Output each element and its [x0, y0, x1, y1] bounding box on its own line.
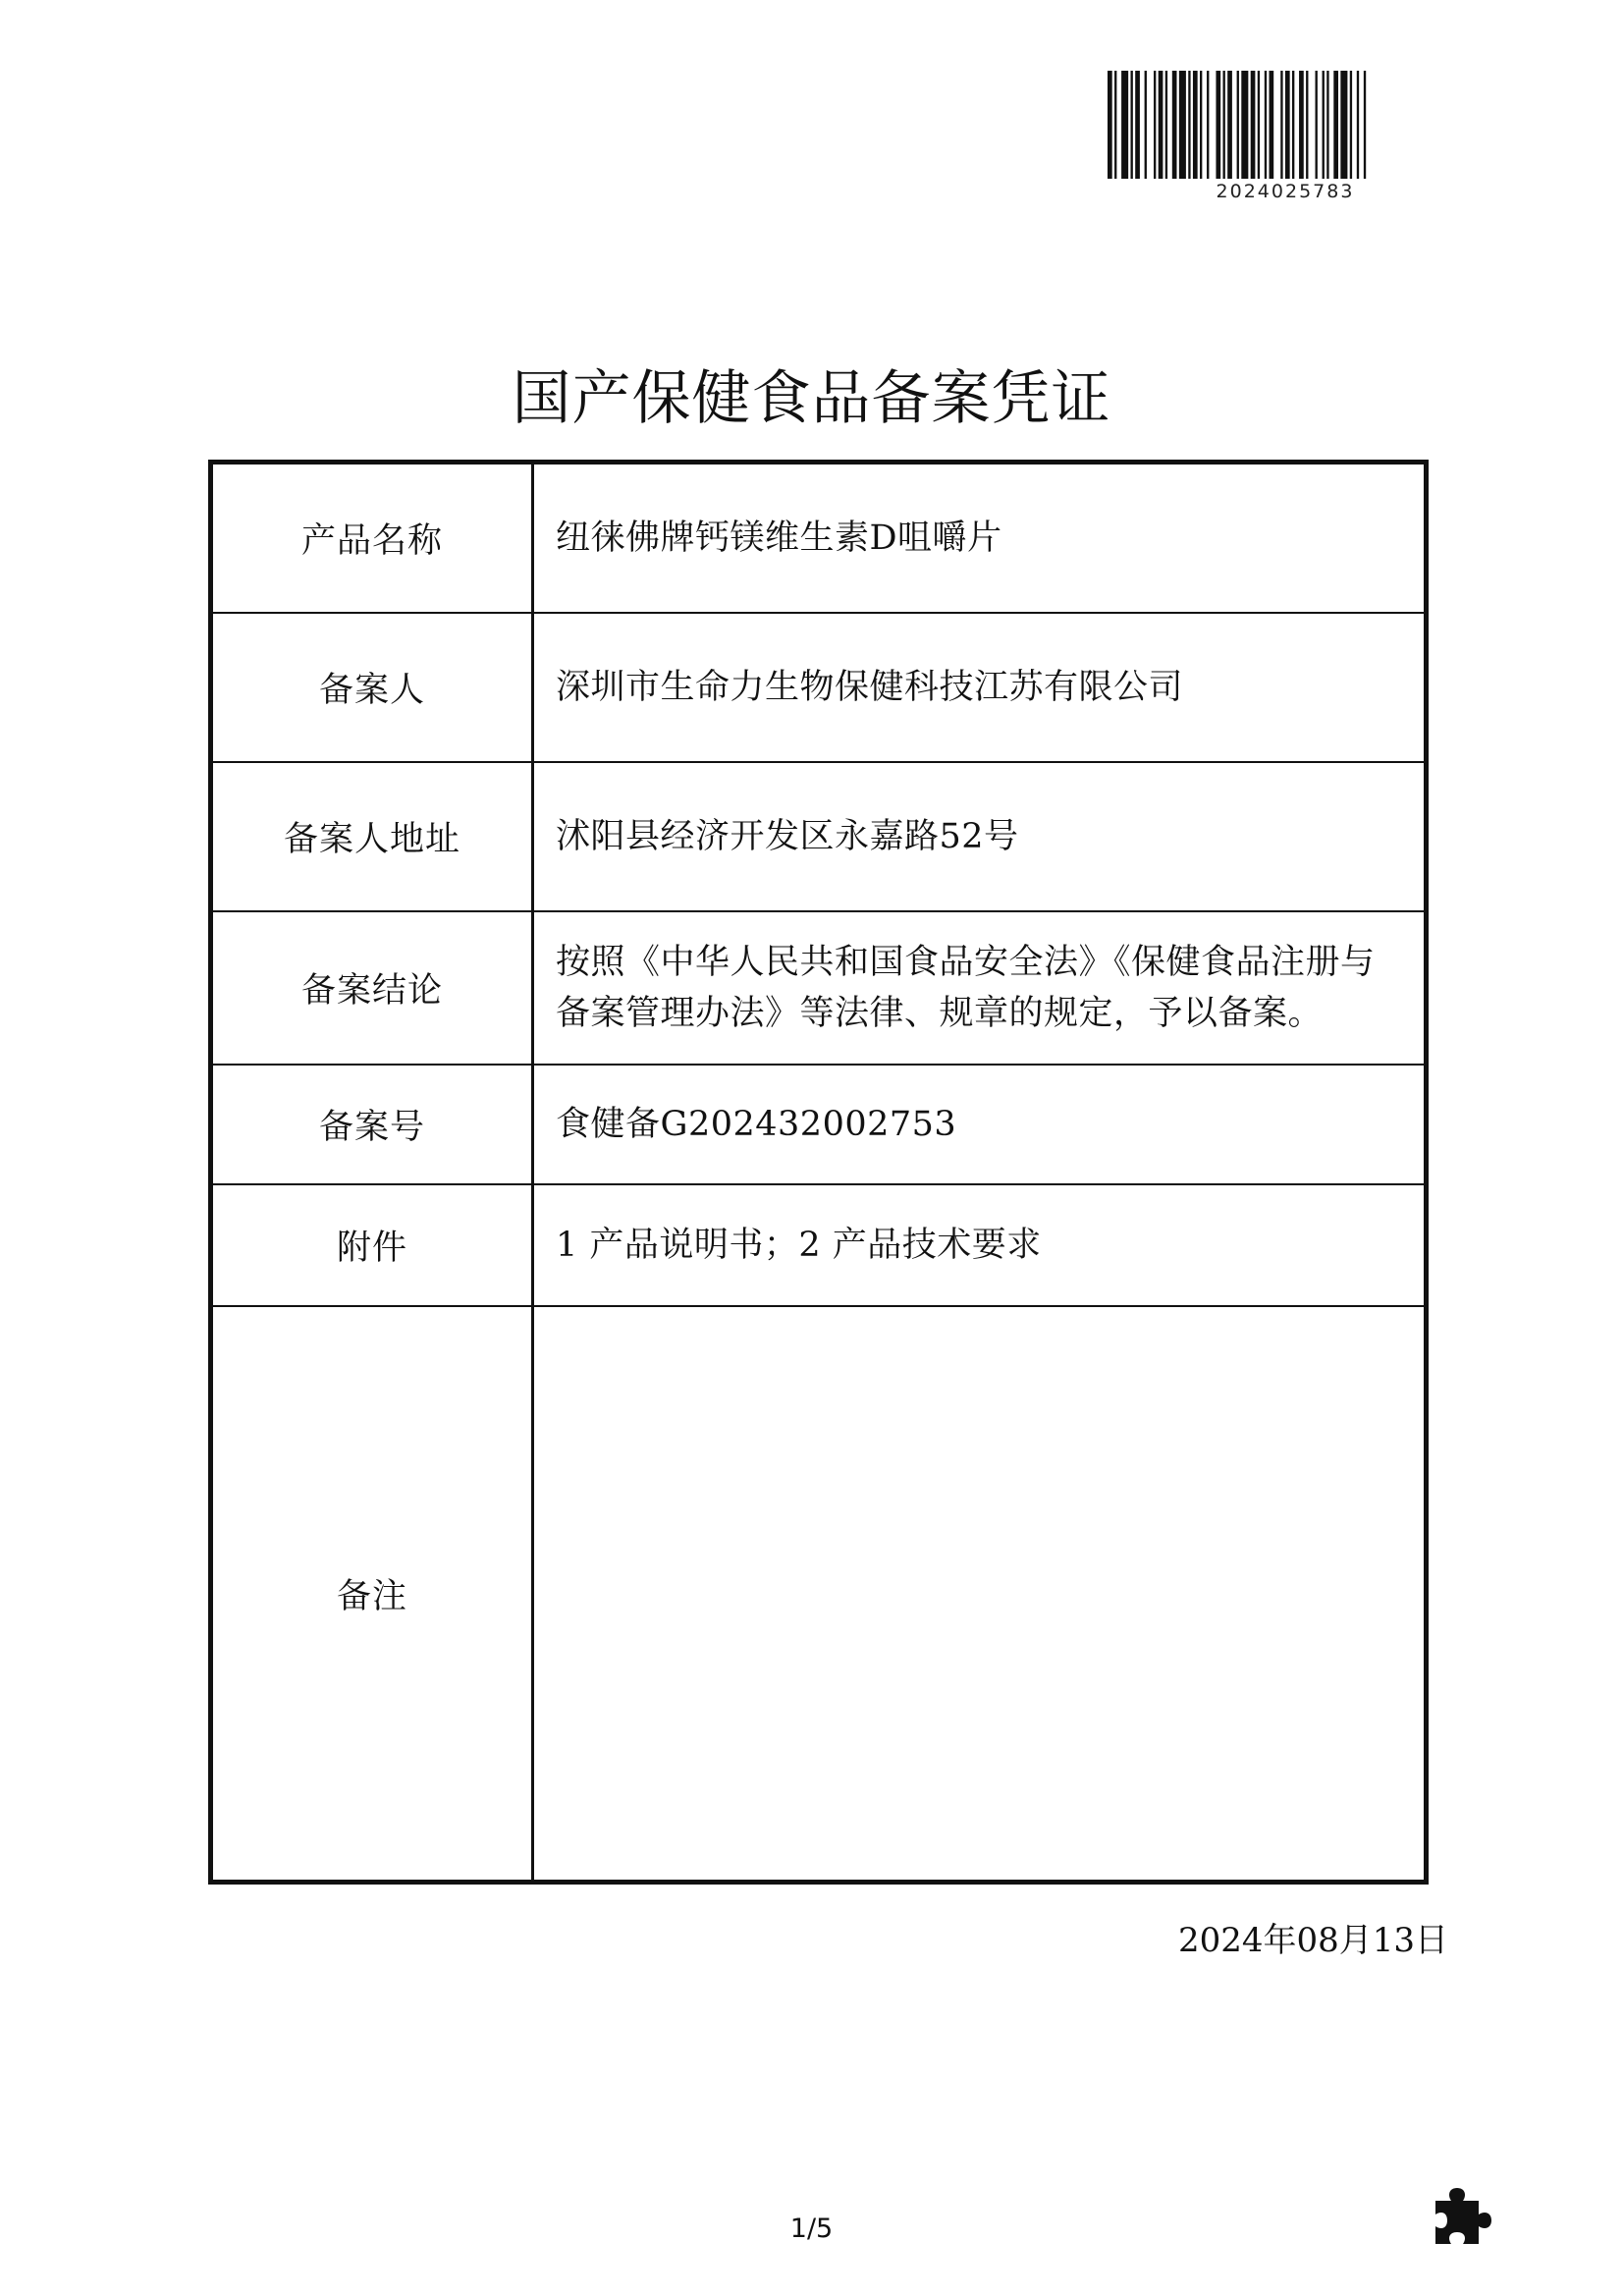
barcode-bar — [1340, 71, 1347, 179]
barcode-bar — [1121, 71, 1128, 179]
row-product-name — [213, 465, 1424, 614]
value-attachments: 1 产品说明书；2 产品技术要求 — [556, 1226, 1042, 1265]
puzzle-piece-icon — [1430, 2185, 1494, 2250]
barcode-bar — [1193, 71, 1198, 179]
barcode-number: 2024025783 — [1216, 181, 1355, 202]
barcode-bar — [1227, 71, 1232, 179]
row-conclusion — [213, 912, 1424, 1066]
barcode-bar — [1131, 71, 1133, 179]
barcode-bar — [1172, 71, 1177, 179]
barcode-bar — [1179, 71, 1186, 179]
label-remarks: 备注 — [213, 1307, 534, 1880]
barcode-bar — [1216, 71, 1220, 179]
barcode-bar — [1350, 71, 1352, 179]
document-title: 国产保健食品备案凭证 — [512, 364, 1111, 433]
barcode-bar — [1280, 71, 1282, 179]
barcode-bar — [1237, 71, 1239, 179]
barcode-bar — [1207, 71, 1209, 179]
row-attachments — [213, 1185, 1424, 1307]
barcode-bar — [1241, 71, 1248, 179]
barcode-bars — [1108, 71, 1463, 179]
value-record-number: 食健备G202432002753 — [556, 1105, 957, 1144]
label-conclusion: 备案结论 — [213, 912, 534, 1064]
barcode-bar — [1188, 71, 1190, 179]
value-filer-address: 沭阳县经济开发区永嘉路52号 — [556, 817, 1019, 856]
record-table — [208, 460, 1429, 1885]
barcode-bar — [1165, 71, 1167, 179]
barcode-bar — [1200, 71, 1202, 179]
value-conclusion: 按照《中华人民共和国食品安全法》《保健食品注册与备案管理办法》等法律、规章的规定，予以备案。 — [556, 943, 1376, 1033]
issue-date: 2024年08月13日 — [1177, 1921, 1448, 1960]
barcode-bar — [1323, 71, 1325, 179]
label-product-name: 产品名称 — [213, 465, 534, 612]
barcode-bar — [1270, 71, 1274, 179]
barcode-bar — [1364, 71, 1366, 179]
page-number: 1/5 — [789, 2214, 834, 2244]
row-record-number — [213, 1066, 1424, 1185]
barcode-bar — [1292, 71, 1294, 179]
barcode-bar — [1251, 71, 1256, 179]
barcode-bar — [1258, 71, 1260, 179]
barcode — [1108, 71, 1463, 202]
barcode-bar — [1285, 71, 1290, 179]
label-filer-address: 备案人地址 — [213, 763, 534, 910]
row-filer-address — [213, 763, 1424, 912]
row-remarks — [213, 1307, 1424, 1880]
barcode-bar — [1299, 71, 1304, 179]
barcode-bar — [1316, 71, 1318, 179]
barcode-bar — [1223, 71, 1225, 179]
barcode-bar — [1265, 71, 1267, 179]
barcode-bar — [1135, 71, 1140, 179]
barcode-bar — [1326, 71, 1328, 179]
value-filer: 深圳市生命力生物保健科技江苏有限公司 — [556, 668, 1184, 707]
barcode-bar — [1306, 71, 1308, 179]
value-product-name: 纽徕佛牌钙镁维生素D咀嚼片 — [556, 519, 1002, 558]
barcode-bar — [1114, 71, 1116, 179]
barcode-bar — [1333, 71, 1338, 179]
value-remarks — [534, 1307, 1424, 1880]
barcode-bar — [1108, 71, 1112, 179]
label-record-number: 备案号 — [213, 1066, 534, 1183]
barcode-bar — [1159, 71, 1163, 179]
label-filer: 备案人 — [213, 614, 534, 761]
barcode-bar — [1357, 71, 1359, 179]
barcode-bar — [1154, 71, 1156, 179]
row-filer — [213, 614, 1424, 763]
label-attachments: 附件 — [213, 1185, 534, 1305]
barcode-bar — [1145, 71, 1147, 179]
